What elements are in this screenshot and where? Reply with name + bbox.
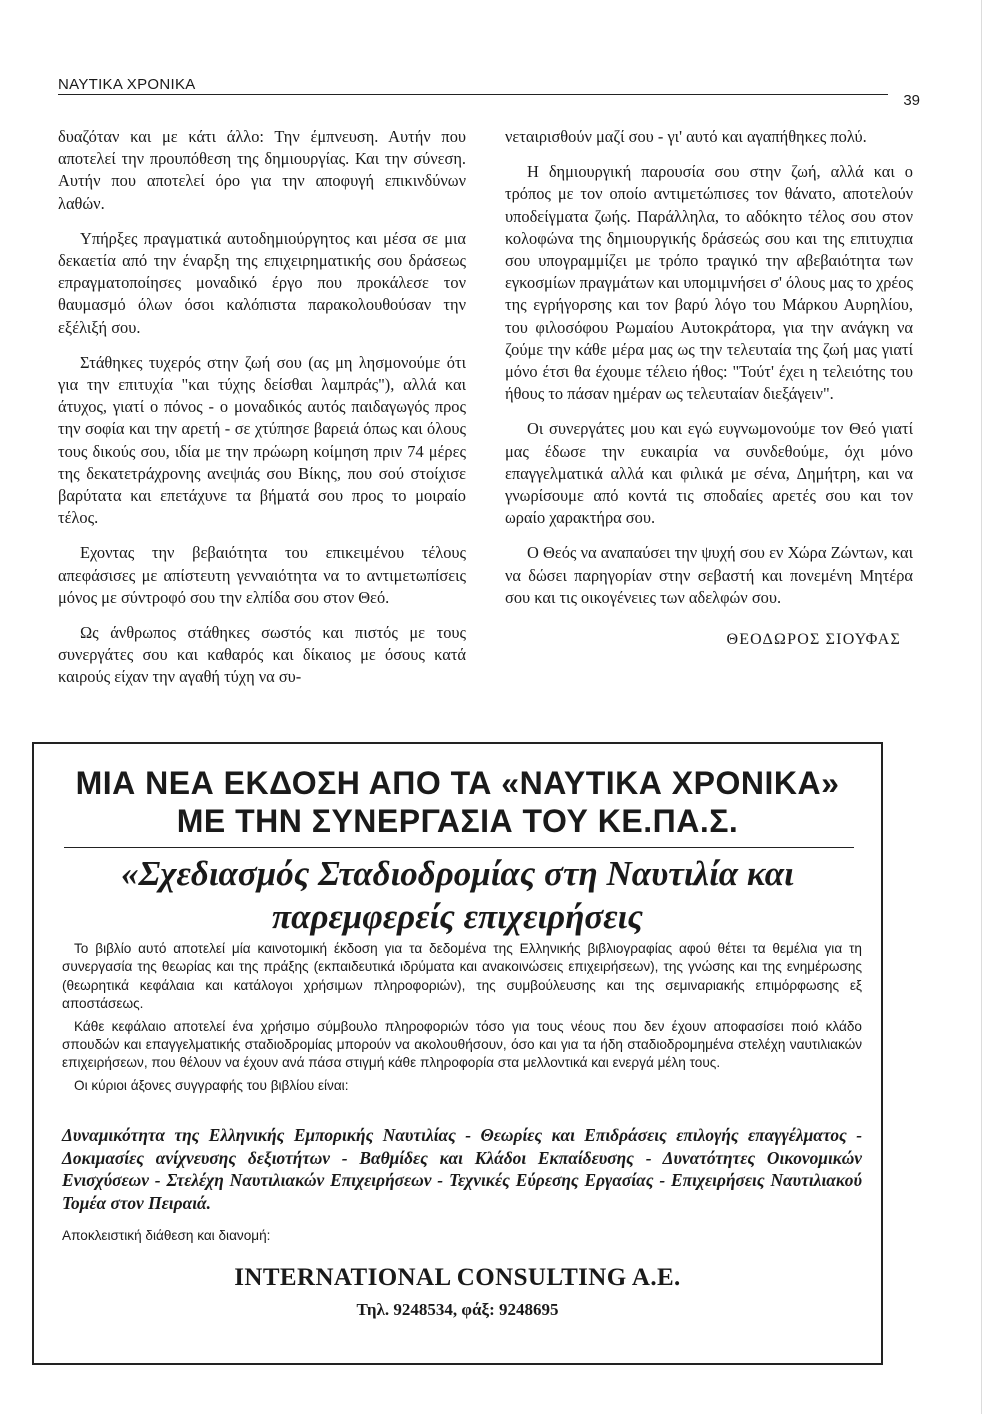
article-paragraph: Ο Θεός να αναπαύσει την ψυχή σου εν Χώρα Ζώντων, και να δώσει παρηγορίαν στην σεβαστή και πονεμένη Μητέρα σου και τις οικογένειες των αδελφών σου. [505,543,913,607]
ad-divider [64,847,854,848]
ad-book-title [34,852,881,938]
ad-paragraph: Κάθε κεφάλαιο αποτελεί ένα χρήσιμο σύμβουλο πληροφοριών τόσο για τους νέους που δεν έχουν αποφασίσει ποιό κλάδο σπουδών και επαγγελματικής σταδιοδρομίας μπορούν να ακολουθήσουν, όσο και για τα ήδη σταδιοδρομημένα στελέχη ναυτιλιακών επιχειρήσεων, που θέλουν να έχουν ανά πάσα στιγμή κάθε πληροφορία στα μελλοντικά και ενεργά μέλη τους. [62,1018,862,1071]
ad-company-name: INTERNATIONAL CONSULTING A.E. [234,1264,681,1291]
article-paragraph: Υπήρξες πραγματικά αυτοδημιούργητος και μέσα σε μια δεκαετία από την έναρξη της επιχειρηματικής σου δράσεως επραγματοποίησες μοναδικό έργο που προκάλεσε τον θαυμασμό όλων όσοι καλόπιστα παρακολουθούσαν την εξέλιξή σου. [58,228,466,337]
article-paragraph: Στάθηκες τυχερός στην ζωή σου (ας μη λησμονούμε ότι για την επιτυχία "και τύχης δείσθαι λαμπράς"), αλλά και άτυχος, γιατί ο πόνος - ο μοναδικός αυτός παιδαγωγός προς την σοφία και την αρετή - σε χτύπησε βαρειά όπως και όλους τους δικούς σου, ιδία με την πρώωρη κοίμηση πριν 74 μέρες της δεκατετράχρονης ανεψιάς σου Βίκης, που σού στοίχισε βαρύτατα και επετάχυνε τα βήματά σου προς το μοιραίο τέλος. [58,352,466,528]
page-number: 39 [903,92,920,109]
ad-topics: Δυναμικότητα της Ελληνικής Εμπορικής Ναυτιλίας - Θεωρίες και Επιδράσεις επιλογής επαγγέλματος - Δοκιμασίες ανίχνευσης δεξιοτήτων - Βαθμίδες και Κλάδοι Εκπαίδευσης - Δυνατότητες Οικονομικών Ενισχύσεων - Στελέχη Ναυτιλιακών Επιχειρήσεων - Τεχνικές Εύρεσης Εργασίας - Επιχειρήσεις Ναυτιλιακού Τομέα στον Πειραιά. [62,1125,862,1213]
article-paragraph: νεταιρισθούν μαζί σου - γι' αυτό και αγαπήθηκες πολύ. [505,127,867,146]
page-header [58,74,920,114]
article-paragraph: Οι συνεργάτες μου και εγώ ευγνωμονούμε τον Θεό γιατί μας έδωσε την ευκαιρία να συνδεθούμε, όχι μόνο επαγγελματικά αλλά και φιλικά με σένα, Δημήτρη, και να γνωρίσουμε από κοντά τις σποδαίες αρετές σου και τον ωραίο χαρακτήρα σου. [505,419,913,528]
article-right-column [505,126,913,651]
ad-description [62,940,862,1099]
publication-title: ΝΑΥΤΙΚΑ ΧΡΟΝΙΚΑ [58,76,196,93]
ad-paragraph: Το βιβλίο αυτό αποτελεί μία καινοτομική έκδοση για τα δεδομένα της Ελληνικής βιβλιογραφίας αφού θέτει τα θεμέλια για τη συνεργασία της θεωρίας και της πράξης (εκπαιδευτικά ιδρύματα και ανακοινώσεις επιχειρήσεων), της γνώσης και της ενημέρωσης (θεωρητικά κεφάλαια και κατάλογοι χρήσιμων πληροφοριών), της συμβούλευσης και της σεμιναριακής επιμόρφωσης εξ αποστάσεως. [62,941,862,1012]
article-paragraph: Εχοντας την βεβαιότητα του επικειμένου τέλους απεφάσισες με απίστευτη γενναιότητα να το αντιμετωπίσεις μόνος με σύντροφό σου την ελπίδα σου στον Θεό. [58,543,466,607]
page-edge [981,0,982,1414]
article-signature: ΘΕΟΔΩΡΟΣ ΣΙΟΥΦΑΣ [726,631,901,649]
article-paragraph: Η δημιουργική παρουσία σου στην ζωή, αλλά και ο τρόπος με τον οποίο αντιμετώπισες τον θάνατο, αποτελούν υποδείγματα ζωής. Παράλληλα, το αδόκητο τέλος σου στον κολοφώνα της δημιουργικής δράσεώς σου και της επιτυχπια σου υπογραμμίζει με τρόπο τραγικό την αβεβαιότητα των εγκοσμίων πραγμάτων και υπομιμνήσει σ' όλους μας το χρέος της εγρήγορσης και τον βαρύ λόγο του Μάρκου Αυρηλίου, του φιλοσόφου Ρωμαίου Αυτοκράτορα, για την ανάγκη να ζούμε την κάθε μέρα μας ως την τελευταία της ζωή μας γιατί μόνο έτσι θα έχουμε τέλειο ήθος: "Τούτ' έχει η τελειότης του ήθους το πάσαν ημέραν ως τελευταίαν διεξάγειν". [505,162,913,404]
advertisement-box [32,742,883,1365]
ad-headline-line: ΜΙΑ ΝΕΑ ΕΚΔΟΣΗ ΑΠΟ ΤΑ «ΝΑΥΤΙΚΑ ΧΡΟΝΙΚΑ» [75,765,840,801]
article-paragraph: Ως άνθρωπος στάθηκες σωστός και πιστός με τους συνεργάτες σου και καθαρός και δίκαιος με όσους κατά καιρούς είχαν την αγαθή τύχη να συ- [58,623,466,687]
header-rule [58,94,888,95]
ad-headline [34,764,881,840]
ad-book-title-line: «Σχεδιασμός Σταδιοδρομίας στη Ναυτιλία και [121,854,794,893]
ad-contact-info: Τηλ. 9248534, φάξ: 9248695 [356,1300,559,1319]
ad-book-title-line: παρεμφερείς επιχειρήσεις [272,897,643,936]
article-paragraph: δυαζόταν και με κάτι άλλο: Την έμπνευση. Αυτήν που αποτελεί την προυπόθεση της δημιουργίας. Και την σύνεση. Αυτήν που αποτελεί όρο για την αποφυγή επικινδύνων λαθών. [58,127,466,213]
ad-distribution-label: Αποκλειστική διάθεση και διανομή: [62,1228,271,1243]
ad-paragraph: Οι κύριοι άξονες συγγραφής του βιβλίου είναι: [74,1077,349,1093]
ad-headline-line: ΜΕ ΤΗΝ ΣΥΝΕΡΓΑΣΙΑ ΤΟΥ ΚΕ.ΠΑ.Σ. [176,803,739,839]
article-left-column [58,126,466,702]
